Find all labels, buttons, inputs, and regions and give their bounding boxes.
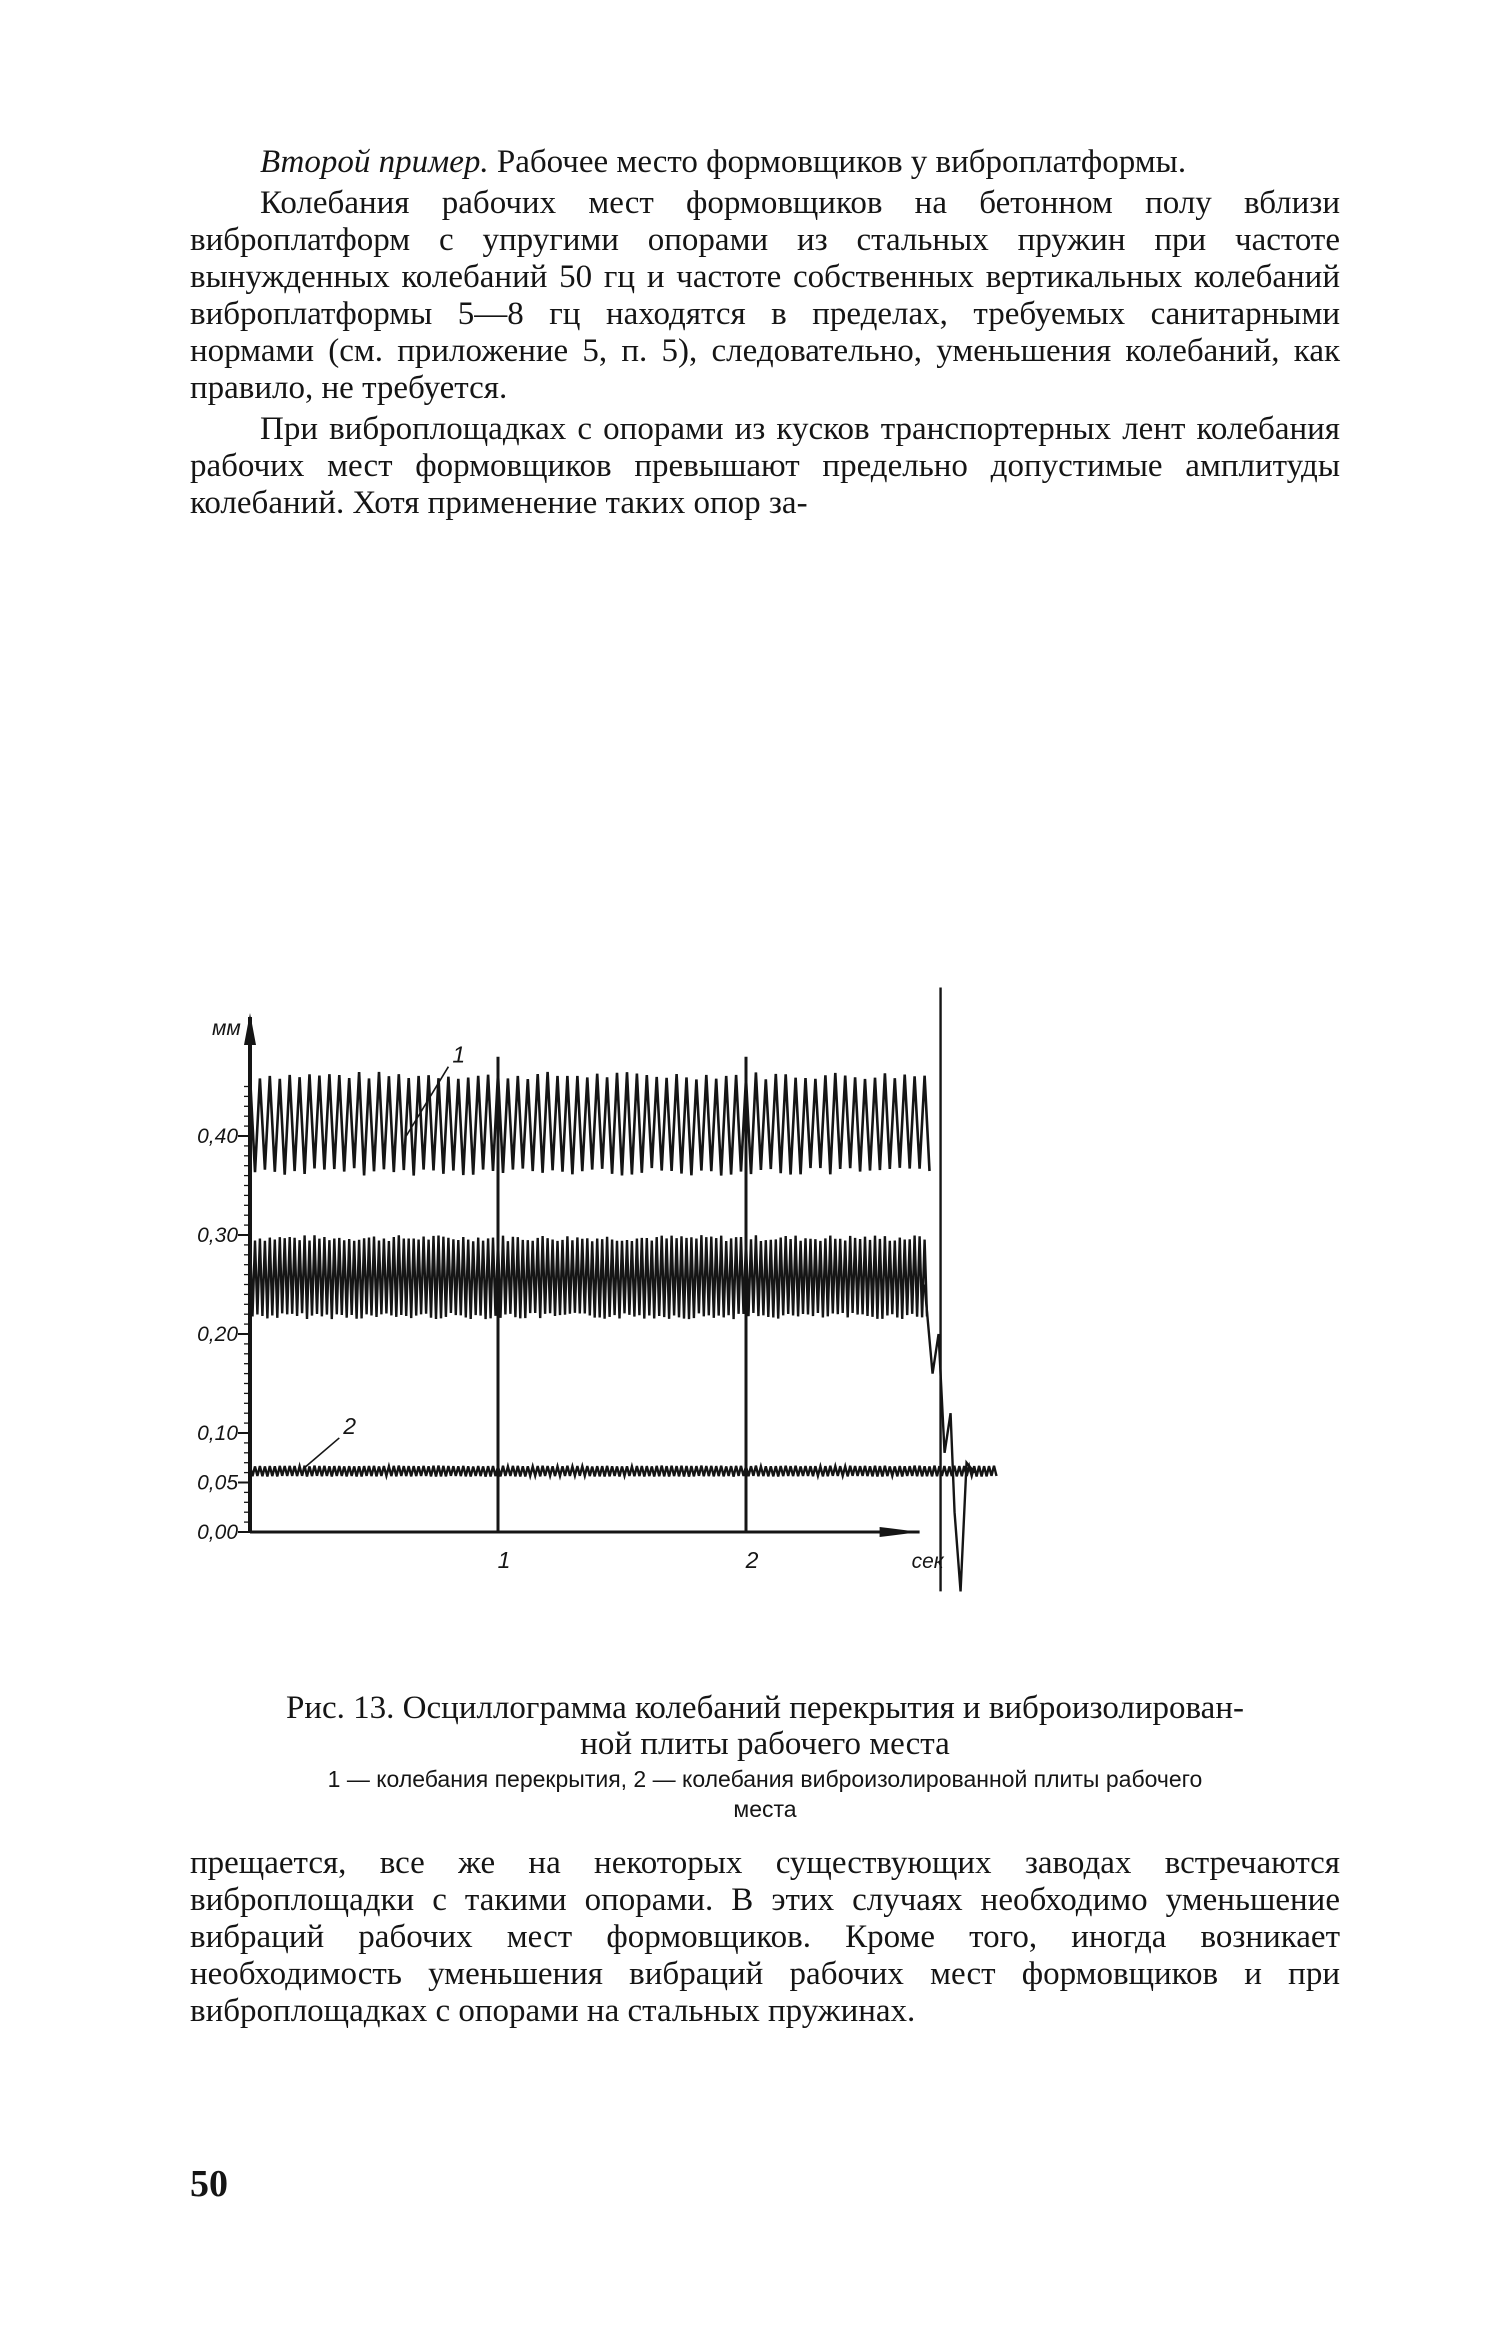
series-1-label: 1	[452, 1041, 466, 1068]
y-axis-label: мм	[212, 1017, 241, 1040]
figure-caption	[190, 1690, 1340, 1822]
series-1-trace-lower	[250, 1235, 927, 1319]
second-example-label: Второй пример.	[260, 144, 489, 180]
paragraph-vibration-limits: Колебания рабочих мест формовщиков на бетонном полу вблизи виброплатформ с упругими опорами из стальных пружин при частоте вынужденных колебаний 50 гц и частоте собственных вертикальных колебаний виброплатформы 5—8 гц находятся в пределах, требуемых санитарными нормами (см. приложение 5, п. 5), следовательно, уменьшения колебаний, как правило, не требуется.	[190, 185, 1340, 406]
y-tick-label: 0,05	[197, 1471, 238, 1495]
bottom-text	[190, 1845, 1340, 2030]
series-2-label: 2	[343, 1412, 357, 1439]
series-1-trace-upper	[250, 1072, 930, 1176]
paragraph-conveyor-belt-supports: При виброплощадках с опорами из кусков транспортерных лент колебания рабочих мест формовщиков превышают предельно допустимые амплитуды колебаний. Хотя применение таких опор за-	[190, 411, 1340, 521]
paragraph-continuation: прещается, все же на некоторых существующих заводах встречаются виброплощадки с такими опорами. В этих случаях необходимо уменьшение вибраций рабочих мест формовщиков. Кроме того, иногда возникает необходимость уменьшения вибраций рабочих мест формовщиков и при виброплощадках с опорами на стальных пружинах.	[190, 1845, 1340, 2029]
caption-title-line-2: ной плиты рабочего места	[580, 1726, 950, 1762]
oscillogram-figure	[150, 580, 1390, 1680]
oscillogram-chart	[150, 580, 1390, 1680]
x-axis-label: сек	[911, 1550, 944, 1573]
y-tick-label: 0,00	[197, 1521, 238, 1544]
x-tick-label: 2	[745, 1547, 759, 1573]
y-tick-label: 0,30	[197, 1224, 238, 1247]
second-example-text: Рабочее место формовщиков у виброплатформы.	[488, 144, 1187, 180]
y-tick-label: 0,40	[197, 1125, 238, 1148]
series-2-trace	[250, 1466, 997, 1477]
series-1-transient	[925, 1285, 975, 1592]
paragraph-second-example	[190, 144, 1340, 181]
y-tick-label: 0,20	[197, 1323, 238, 1346]
caption-legend-line-2: места	[733, 1796, 797, 1822]
series-2-leader	[305, 1438, 340, 1468]
page-number: 50	[190, 2163, 228, 2205]
y-axis-arrow	[244, 1013, 256, 1045]
x-tick-label: 1	[497, 1547, 511, 1573]
y-tick-label: 0,10	[197, 1422, 238, 1445]
caption-title-line-1: Рис. 13. Осциллограмма колебаний перекрытия и виброизолирован-	[286, 1690, 1244, 1726]
top-text	[190, 144, 1340, 522]
x-axis-arrow	[880, 1527, 920, 1537]
caption-legend-line-1: 1 — колебания перекрытия, 2 — колебания виброизолированной плиты рабочего	[327, 1766, 1203, 1792]
